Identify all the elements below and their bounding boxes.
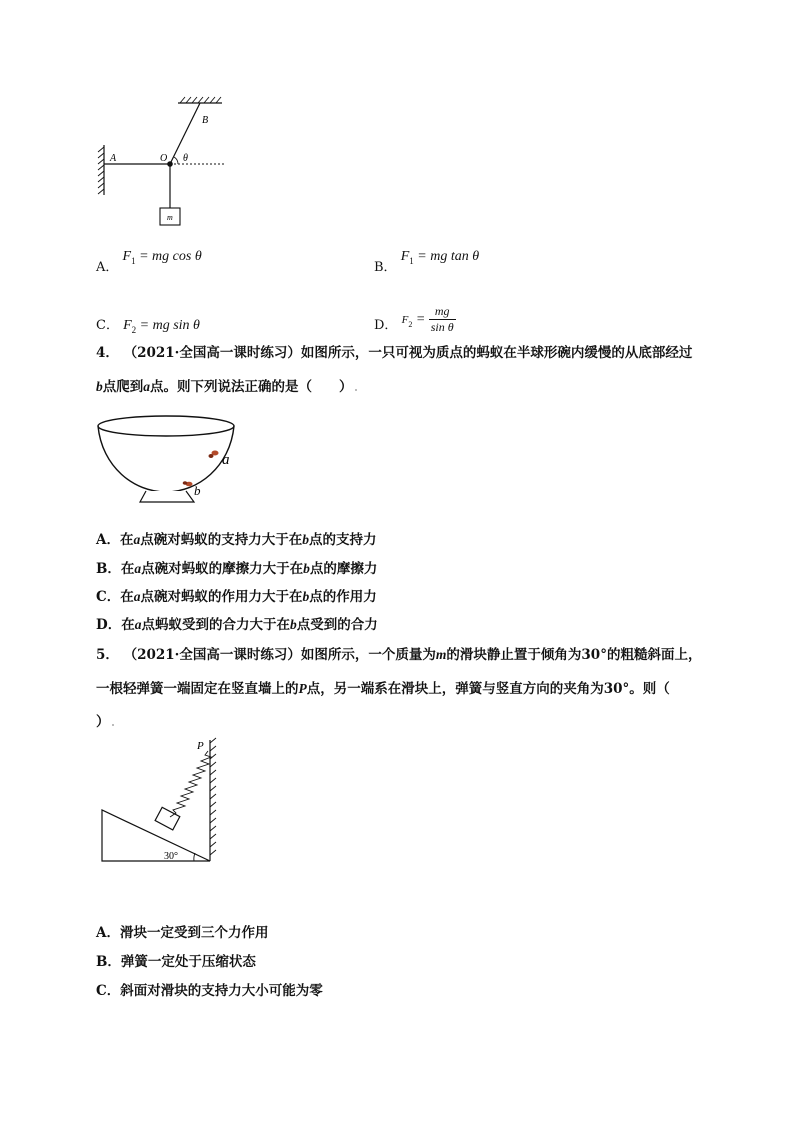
q5-stem: [96, 638, 736, 739]
formula-rhs: = mg tan θ: [417, 249, 480, 264]
q5-number: 5．: [96, 647, 119, 663]
formula-sub: 1: [409, 255, 414, 266]
option-text: 点碗对蚂蚁的摩擦力大于在: [141, 561, 304, 577]
option-text: 点的摩擦力: [309, 561, 378, 577]
option-letter: C．: [96, 318, 119, 333]
q4-option-c: [96, 585, 377, 605]
formula-sub: 2: [408, 319, 413, 329]
label-P: P: [197, 740, 204, 752]
option-text: 点碗对蚂蚁的作用力大于在: [140, 589, 303, 605]
fraction-denominator: sin θ: [430, 320, 454, 334]
q3-option-b: [374, 249, 480, 277]
formula-var: F: [122, 249, 132, 264]
label-theta: θ: [183, 153, 188, 164]
q4-text-1: 如图所示，一只可视为质点的蚂蚁在半球形碗内缓慢的从底部经过: [300, 345, 693, 361]
option-text: 在: [119, 532, 134, 548]
q5-text-3: 一根轻弹簧一端固定在竖直墙上的: [96, 681, 299, 697]
option-var: b: [289, 617, 297, 632]
q3-option-c: [96, 314, 200, 335]
option-var: a: [134, 617, 142, 632]
option-letter: D．: [96, 617, 122, 633]
q4-source: （2021·全国高一课时练习）: [123, 345, 301, 361]
option-letter: C．: [96, 983, 121, 999]
option-letter: A．: [96, 925, 120, 941]
label-m: m: [167, 213, 173, 222]
label-B: B: [202, 115, 209, 126]
q3-force-diagram: [90, 95, 250, 235]
q5-text-5: ）: [96, 714, 110, 730]
q4-option-d: [96, 613, 378, 633]
label-a: a: [222, 452, 230, 468]
q4-bowl-diagram: [94, 412, 244, 512]
formula-sub: 2: [131, 324, 137, 335]
option-letter: B．: [96, 954, 121, 970]
option-text: 点的支持力: [308, 532, 377, 548]
formula-var: F: [400, 249, 410, 264]
option-text: 点的作用力: [309, 589, 377, 605]
q4-var-b: b: [96, 379, 103, 394]
label-O: O: [160, 153, 168, 164]
option-var: a: [134, 561, 142, 576]
option-letter: A．: [96, 532, 120, 548]
q5-text-4: 点，另一端系在滑块上，弹簧与竖直方向的夹角为30°。则（: [306, 681, 670, 697]
option-var: b: [302, 589, 310, 604]
option-text: 斜面对滑块的支持力大小可能为零: [120, 983, 323, 999]
q4-var-a: a: [143, 379, 150, 394]
q5-option-a: [96, 921, 268, 941]
option-text: 点受到的合力: [296, 617, 378, 633]
option-letter: B．: [96, 561, 121, 577]
fraction-numerator: mg: [429, 304, 456, 320]
label-b: b: [194, 483, 201, 498]
formula-var: F: [123, 318, 132, 333]
option-var: b: [302, 532, 309, 547]
label-A: A: [110, 153, 117, 164]
q5-option-b: [96, 950, 256, 970]
q5-incline-spring-diagram: [98, 735, 228, 865]
option-letter: B．: [374, 260, 397, 275]
q5-text-1: 如图所示，一个质量为: [300, 647, 436, 663]
option-letter: C．: [96, 589, 121, 605]
option-text: 在: [120, 589, 134, 605]
q4-stem: [96, 337, 716, 404]
option-text: 点碗对蚂蚁的支持力大于在: [140, 532, 303, 548]
option-text: 在: [120, 561, 135, 577]
ant-icon: [209, 451, 219, 459]
q5-option-c: [96, 979, 323, 999]
q4-option-a: [96, 528, 376, 548]
option-text: 点蚂蚁受到的合力大于在: [141, 617, 290, 633]
formula-rhs: =: [415, 311, 426, 327]
q4-option-b: [96, 557, 377, 577]
formula-rhs: = mg sin θ: [139, 318, 200, 333]
formula-var: F: [401, 313, 409, 326]
option-text: 弹簧一定处于压缩状态: [120, 954, 256, 970]
q3-option-d: [374, 304, 456, 335]
formula-sub: 1: [131, 255, 136, 266]
q5-source: （2021·全国高一课时练习）: [123, 647, 301, 663]
option-var: a: [133, 532, 141, 547]
option-text: 滑块一定受到三个力作用: [119, 925, 269, 941]
option-letter: A．: [96, 260, 119, 275]
q5-var-m: m: [435, 647, 447, 662]
option-text: 在: [121, 617, 135, 633]
formula-rhs: = mg cos θ: [139, 249, 202, 264]
q4-number: 4．: [96, 345, 119, 361]
option-var: b: [303, 561, 310, 576]
q5-var-P: P: [298, 681, 307, 696]
q5-text-2: 的滑块静止置于倾角为30°的粗糙斜面上，: [446, 647, 702, 663]
option-letter: D．: [374, 317, 398, 333]
q4-text-2: 点爬到: [102, 379, 144, 395]
fraction: [429, 304, 456, 335]
option-var: a: [133, 589, 141, 604]
label-angle: 30°: [164, 851, 178, 862]
ant-icon: [183, 481, 193, 486]
q4-text-3: 点。则下列说法正确的是（ ）: [150, 379, 353, 395]
q3-option-a: [96, 249, 202, 277]
